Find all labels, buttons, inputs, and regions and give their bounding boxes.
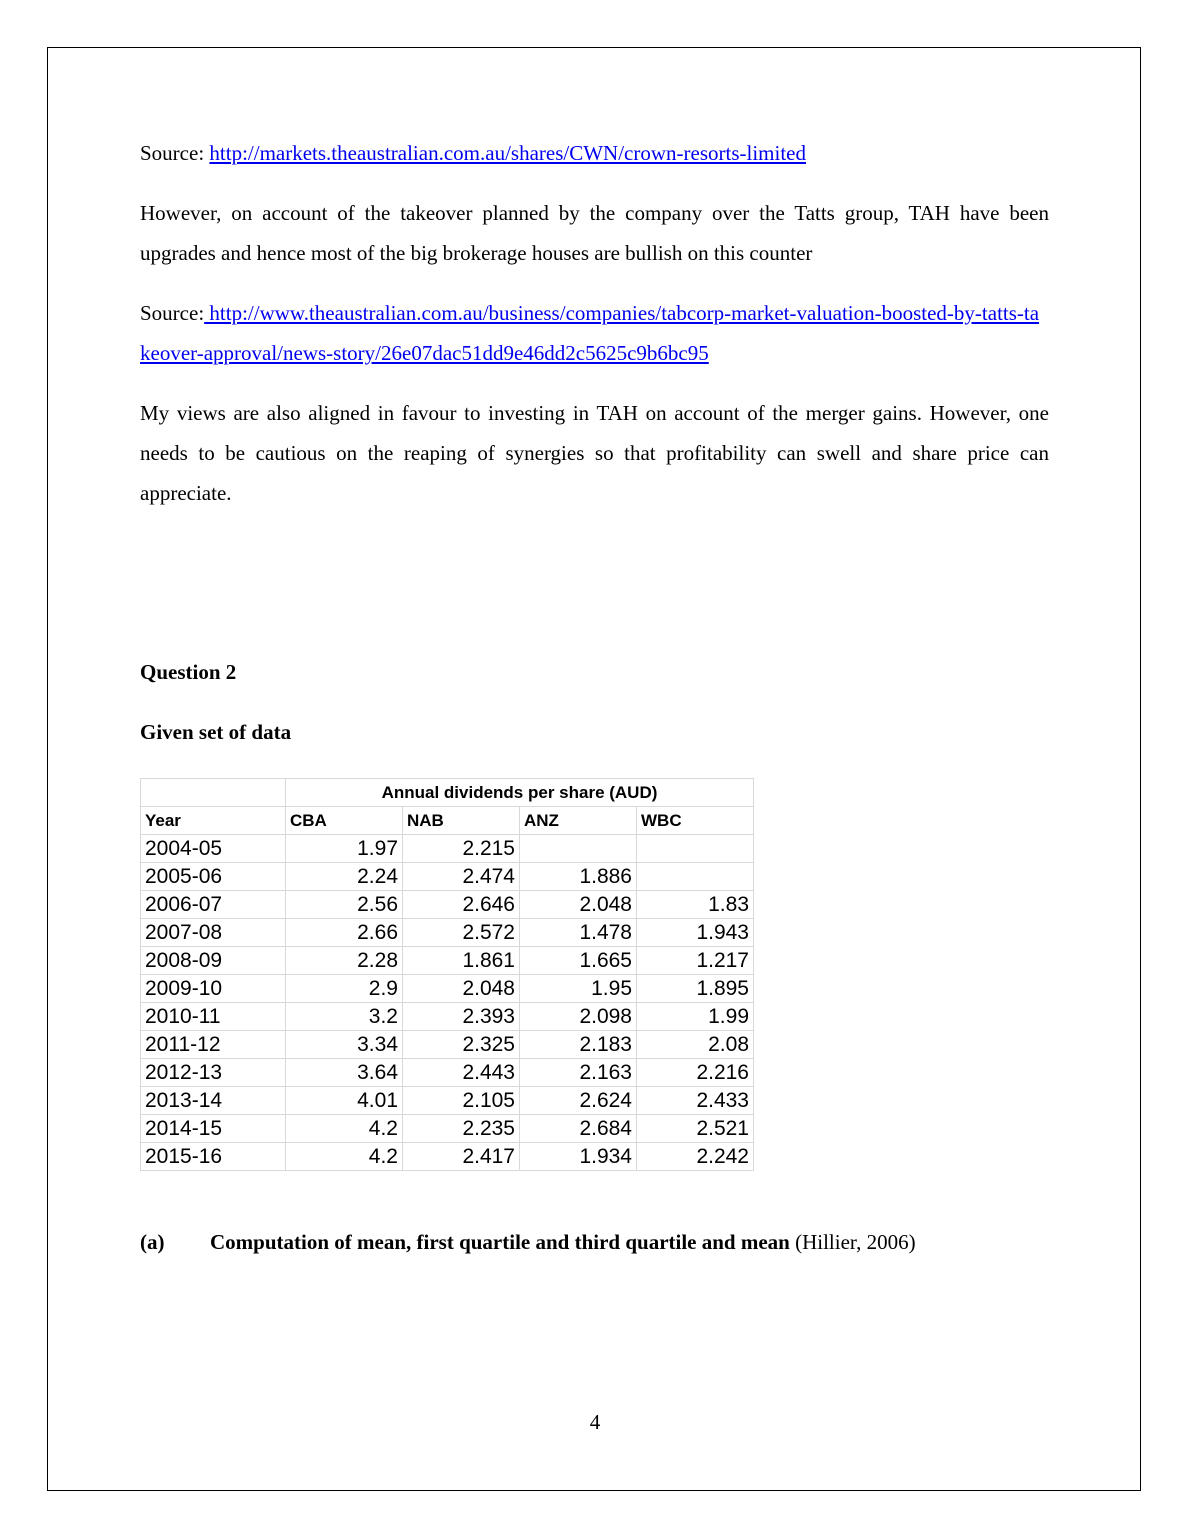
table-cell-value: 4.2 (286, 1115, 403, 1143)
table-row (141, 1031, 754, 1059)
column-header-wbc: WBC (637, 807, 754, 835)
table-cell-value: 1.478 (520, 919, 637, 947)
table-cell-value: 2.183 (520, 1031, 637, 1059)
table-cell-value: 2.417 (403, 1143, 520, 1171)
table-cell-value: 2.393 (403, 1003, 520, 1031)
source-label-1: Source: (140, 141, 210, 165)
table-cell-value: 2.56 (286, 891, 403, 919)
table-cell-value: 3.2 (286, 1003, 403, 1031)
table-row (141, 1003, 754, 1031)
table-cell-value: 2.572 (403, 919, 520, 947)
table-cell-value: 2.163 (520, 1059, 637, 1087)
table-group-header-row (141, 779, 754, 807)
subquestion-title: Computation of mean, first quartile and third quartile and mean (210, 1230, 790, 1254)
table-cell-value: 2.048 (403, 975, 520, 1003)
table-cell-year: 2012-13 (141, 1059, 286, 1087)
table-cell-value: 1.934 (520, 1143, 637, 1171)
table-cell-year: 2010-11 (141, 1003, 286, 1031)
dividends-table (140, 778, 754, 1171)
paragraph-views: My views are also aligned in favour to investing in TAH on account of the merger gains. However, one needs to be cautious on the reaping of synergies so that profitability can swell and share price can appreciate. (140, 401, 1049, 505)
table-cell-value: 4.01 (286, 1087, 403, 1115)
table-cell-value: 2.105 (403, 1087, 520, 1115)
table-cell-value: 1.97 (286, 835, 403, 863)
table-cell-value: 2.242 (637, 1143, 754, 1171)
table-cell-value: 2.433 (637, 1087, 754, 1115)
column-header-anz: ANZ (520, 807, 637, 835)
table-cell-value (637, 835, 754, 863)
table-cell-value: 1.99 (637, 1003, 754, 1031)
table-cell-year: 2004-05 (141, 835, 286, 863)
table-cell-value: 2.443 (403, 1059, 520, 1087)
table-cell-value: 3.64 (286, 1059, 403, 1087)
table-cell-value: 3.34 (286, 1031, 403, 1059)
table-cell-year: 2007-08 (141, 919, 286, 947)
table-cell-value (520, 835, 637, 863)
table-row (141, 1087, 754, 1115)
table-cell-value: 1.95 (520, 975, 637, 1003)
table-cell-value: 2.235 (403, 1115, 520, 1143)
subquestion-citation: (Hillier, 2006) (789, 1230, 916, 1254)
table-cell-year: 2015-16 (141, 1143, 286, 1171)
table-cell-value: 2.28 (286, 947, 403, 975)
table-row (141, 947, 754, 975)
table-cell-value: 2.325 (403, 1031, 520, 1059)
table-row (141, 975, 754, 1003)
table-cell-year: 2014-15 (141, 1115, 286, 1143)
table-cell-year: 2006-07 (141, 891, 286, 919)
table-cell-value: 1.886 (520, 863, 637, 891)
table-cell-value: 4.2 (286, 1143, 403, 1171)
table-cell-year: 2013-14 (141, 1087, 286, 1115)
subquestion-a (140, 1228, 916, 1256)
table-cell-value: 1.861 (403, 947, 520, 975)
table-row (141, 863, 754, 891)
table-cell-value: 2.215 (403, 835, 520, 863)
table-cell-value: 2.684 (520, 1115, 637, 1143)
source-link-2[interactable]: http://www.theaustralian.com.au/business/companies/tabcorp-market-valuation-boosted-by-tatts-takeover-approval/news-story/26e07dac51dd9e46dd2c5625c9b6bc95 (140, 301, 1040, 365)
table-cell-value: 2.9 (286, 975, 403, 1003)
table-cell-value: 1.665 (520, 947, 637, 975)
table-cell-value: 1.895 (637, 975, 754, 1003)
source-label-2: Source: (140, 301, 205, 325)
table-row (141, 891, 754, 919)
table-group-header: Annual dividends per share (AUD) (286, 779, 754, 807)
source-line-1 (140, 133, 1049, 173)
column-header-nab: NAB (403, 807, 520, 835)
paragraph-takeover: However, on account of the takeover planned by the company over the Tatts group, TAH have been upgrades and hence most of the big brokerage houses are bullish on this counter (140, 201, 1049, 265)
table-row (141, 919, 754, 947)
table-row (141, 1059, 754, 1087)
table-cell-value (637, 863, 754, 891)
table-cell-value: 2.24 (286, 863, 403, 891)
table-cell-value: 1.83 (637, 891, 754, 919)
table-cell-value: 2.646 (403, 891, 520, 919)
question-heading: Question 2 (140, 660, 237, 684)
table-cell-year: 2009-10 (141, 975, 286, 1003)
table-cell-value: 2.048 (520, 891, 637, 919)
table-cell-year: 2008-09 (141, 947, 286, 975)
table-cell-value: 2.08 (637, 1031, 754, 1059)
table-row (141, 1143, 754, 1171)
table-corner-cell (141, 779, 286, 807)
table-cell-value: 2.624 (520, 1087, 637, 1115)
table-cell-value: 1.217 (637, 947, 754, 975)
table-row (141, 835, 754, 863)
table-cell-value: 2.474 (403, 863, 520, 891)
table-cell-value: 2.216 (637, 1059, 754, 1087)
subquestion-label: (a) (140, 1230, 165, 1254)
table-cell-year: 2005-06 (141, 863, 286, 891)
table-cell-value: 2.66 (286, 919, 403, 947)
column-header-cba: CBA (286, 807, 403, 835)
table-cell-value: 2.521 (637, 1115, 754, 1143)
table-cell-value: 1.943 (637, 919, 754, 947)
given-data-heading: Given set of data (140, 720, 292, 744)
page-number: 4 (589, 1410, 601, 1434)
table-row (141, 1115, 754, 1143)
source-line-2 (140, 293, 1049, 373)
table-cell-value: 2.098 (520, 1003, 637, 1031)
column-header-year: Year (141, 807, 286, 835)
table-column-header-row (141, 807, 754, 835)
source-link-1[interactable]: http://markets.theaustralian.com.au/shares/CWN/crown-resorts-limited (209, 141, 806, 165)
table-cell-year: 2011-12 (141, 1031, 286, 1059)
